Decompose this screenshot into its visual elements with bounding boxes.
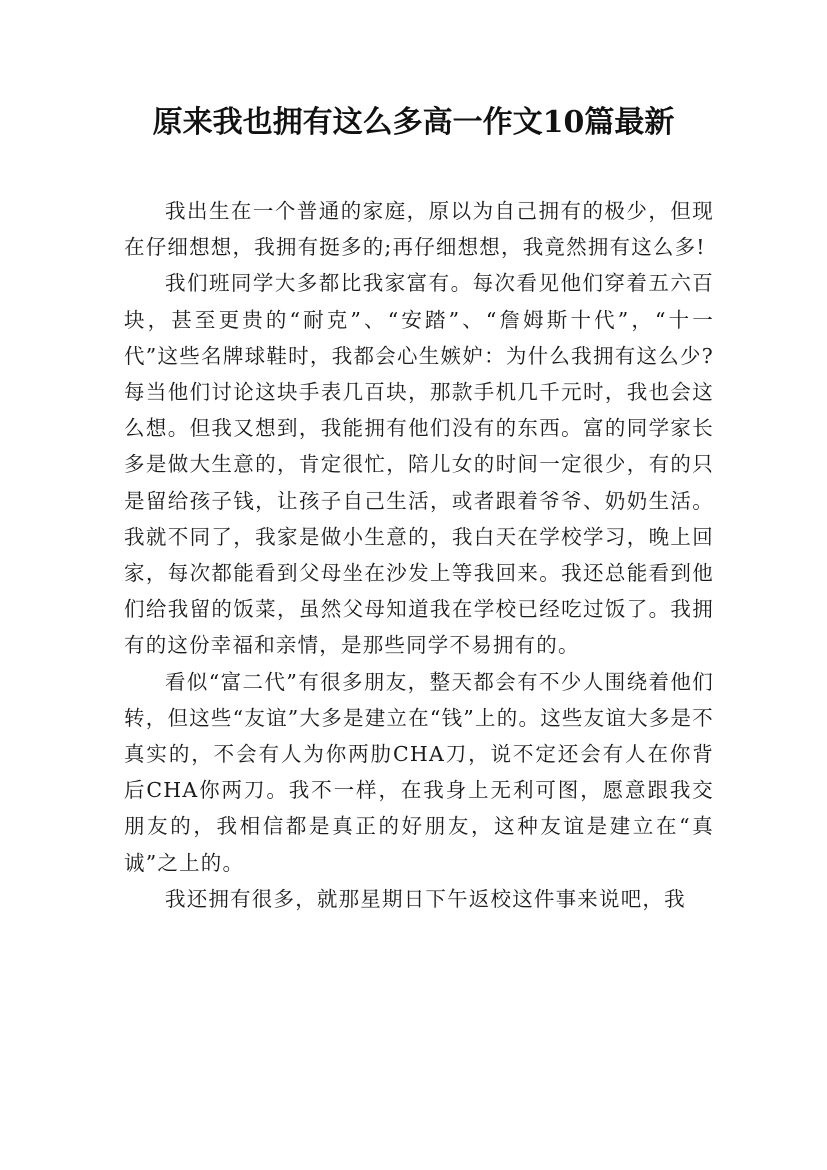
paragraph-2: 我们班同学大多都比我家富有。每次看见他们穿着五六百块，甚至更贵的“耐克”、“安踏”、“詹姆斯十代”，“十一代”这些名牌球鞋时，我都会心生嫉妒：为什么我拥有这么少?每当他们讨论这块手表几百块，那款手机几千元时，我也会这么想。但我又想到，我能拥有他们没有的东西。富的同学家长多是做大生意的，肯定很忙，陪儿女的时间一定很少，有的只是留给孩子钱，让孩子自己生活，或者跟着爷爷、奶奶生活。我就不同了，我家是做小生意的，我白天在学校学习，晚上回家，每次都能看到父母坐在沙发上等我回来。我还总能看到他们给我留的饭菜，虽然父母知道我在学校已经吃过饭了。我拥有的这份幸福和亲情，是那些同学不易拥有的。 [124,271,714,658]
document-title: 原来我也拥有这么多高一作文10篇最新 [152,105,675,140]
paragraph-3: 看似“富二代”有很多朋友，整天都会有不少人围绕着他们转，但这些“友谊”大多是建立在“钱”上的。这些友谊大多是不真实的，不会有人为你两肋CHA刀，说不定还会有人在你背后CHA你两刀。我不一样，在我身上无利可图，愿意跟我交朋友的，我相信都是真正的好朋友，这种友谊是建立在“真诚”之上的。 [124,669,714,875]
paragraph-1: 我出生在一个普通的家庭，原以为自己拥有的极少，但现在仔细想想，我拥有挺多的;再仔细想想，我竟然拥有这么多! [124,199,714,260]
paragraph-4: 我还拥有很多，就那星期日下午返校这件事来说吧，我 [165,886,686,911]
document-body [124,193,714,917]
